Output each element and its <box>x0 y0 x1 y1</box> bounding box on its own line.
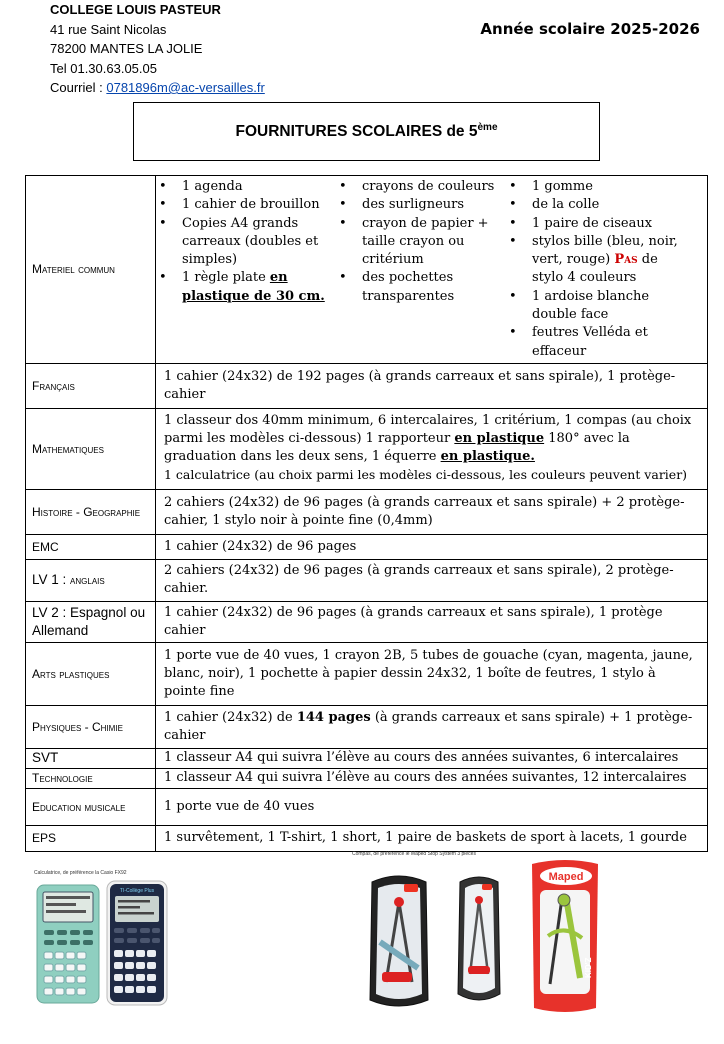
subject-common <box>26 176 156 364</box>
table-row <box>26 768 708 788</box>
subject-label: LV 1 : <box>32 572 71 588</box>
bold-text: en plastique. <box>440 449 535 465</box>
text: (à grands carreaux et sans spirale) + 1 protège-cahier <box>164 709 693 743</box>
subject-label: Histoire - Geographie <box>32 504 141 519</box>
subject-svt <box>26 748 156 768</box>
table-row <box>26 601 708 642</box>
subject-lv1 <box>26 559 156 601</box>
ti-calculator-image <box>106 880 168 1006</box>
subject-label: SVT <box>32 750 59 766</box>
subject-arts <box>26 642 156 705</box>
supplies-cell: 2 cahiers (24x32) de 96 pages (à grands carreaux et sans spirale) + 2 protège-cahier, 1 stylo noir à pointe fine (0,4mm) <box>156 489 708 534</box>
list-item: • 1 paire de ciseaux <box>506 215 691 233</box>
table-row <box>26 642 708 705</box>
title-box <box>133 102 600 161</box>
text: 1 cahier (24x32) de <box>164 709 297 725</box>
subject-lv2 <box>26 601 156 642</box>
subject-maths <box>26 408 156 489</box>
supplies-cell <box>156 705 708 748</box>
bold-text: 144 pages <box>296 709 371 725</box>
list-item: • 1 ardoise blanche double face <box>506 288 691 325</box>
common-items <box>156 176 708 364</box>
ti-brand: TI-Collège Plus <box>119 888 155 894</box>
subject-label: Materiel commun <box>32 262 115 277</box>
table-row <box>26 489 708 534</box>
text: 180° avec la graduation dans les deux sens, 1 équerre <box>164 431 630 465</box>
table-row <box>26 534 708 559</box>
table-row <box>26 176 708 364</box>
bold-text: en plastique <box>454 431 545 447</box>
subject-label: Français <box>32 378 75 393</box>
email-line <box>50 78 265 98</box>
supplies-cell: 1 classeur A4 qui suivra l’élève au cours des années suivantes, 6 intercalaires <box>156 748 708 768</box>
supplies-cell: 1 porte vue de 40 vues, 1 crayon 2B, 5 tubes de gouache (cyan, magenta, jaune, blanc, noir), 1 pochette à papier dessin 24x32, 1 boîte de feutres, 1 stylo à pointe fine <box>156 642 708 705</box>
compass-case-image-2 <box>454 874 504 1004</box>
red-text: Pas <box>614 252 638 268</box>
text: stylos bille (bleu, noir, vert, rouge) <box>532 233 678 268</box>
kidz-label: KID'Z <box>584 957 593 978</box>
table-row <box>26 559 708 601</box>
supplies-cell: 1 cahier (24x32) de 192 pages (à grands carreaux et sans spirale), 1 protège-cahier <box>156 363 708 408</box>
supplies-cell: 1 survêtement, 1 T-shirt, 1 short, 1 paire de baskets de sport à lacets, 1 gourde <box>156 825 708 851</box>
list-item: • 1 cahier de brouillon <box>156 196 336 214</box>
subject-histoire-geo <box>26 489 156 534</box>
table-row <box>26 705 708 748</box>
subject-label: Technologie <box>32 771 93 786</box>
subject-label: Mathematiques <box>32 441 104 456</box>
address-line-2: 78200 MANTES LA JOLIE <box>50 41 203 56</box>
supplies-cell: 1 porte vue de 40 vues <box>156 788 708 825</box>
compass-caption: Compas, de préférence le Maped Stop System 3 pièces <box>352 851 476 857</box>
supplies-cell: 1 cahier (24x32) de 96 pages <box>156 534 708 559</box>
table-row <box>26 363 708 408</box>
phone: Tel 01.30.63.05.05 <box>50 60 157 76</box>
list-item: • crayon de papier + taille crayon ou critérium <box>336 215 506 270</box>
bold-text: en plastique de 30 cm. <box>182 270 325 304</box>
list-item: • Copies A4 grands carreaux (doubles et simples) <box>156 215 336 270</box>
text: 1 règle plate <box>182 270 270 286</box>
email-link[interactable]: 0781896m@ac-versailles.fr <box>106 80 265 95</box>
calculator-caption: Calculatrice, de préférence la Casio FX92 <box>34 870 127 876</box>
subject-eps <box>26 825 156 851</box>
supplies-table <box>25 175 708 852</box>
subject-physique <box>26 705 156 748</box>
list-item <box>156 269 336 306</box>
title-text: FOURNITURES SCOLAIRES de 5 <box>235 123 478 141</box>
text: de stylo 4 couleurs <box>532 252 658 286</box>
list-item: • 1 gomme <box>506 178 691 196</box>
school-year: Année scolaire 2025-2026 <box>480 20 700 38</box>
subject-francais <box>26 363 156 408</box>
subject-label-2: anglais <box>70 573 105 588</box>
subject-label: Physiques - Chimie <box>32 719 123 734</box>
table-row <box>26 788 708 825</box>
common-col-2 <box>336 178 506 361</box>
common-col-1 <box>156 178 336 361</box>
table-row <box>26 748 708 768</box>
subject-techno <box>26 768 156 788</box>
maped-logo: Maped <box>548 871 584 883</box>
subject-label: EPS <box>32 831 57 846</box>
subject-emc <box>26 534 156 559</box>
list-item <box>506 233 691 288</box>
email-label: Courriel : <box>50 80 107 95</box>
list-item: • crayons de couleurs <box>336 178 506 196</box>
subject-label: Arts plastiques <box>32 666 110 681</box>
supplies-cell <box>156 408 708 489</box>
supplies-cell: 2 cahiers (24x32) de 96 pages (à grands carreaux et sans spirale), 2 protège-cahier. <box>156 559 708 601</box>
supplies-cell: 1 cahier (24x32) de 96 pages (à grands carreaux et sans spirale), 1 protège cahier <box>156 601 708 642</box>
school-header <box>50 0 265 98</box>
list-item: • des pochettes transparentes <box>336 269 506 306</box>
title-sup: ème <box>477 121 498 133</box>
subject-label: EMC <box>32 539 59 554</box>
list-item: • de la colle <box>506 196 691 214</box>
maped-kidz-compass-image <box>528 858 602 1014</box>
list-item: • 1 agenda <box>156 178 336 196</box>
table-row <box>26 825 708 851</box>
address-line-1: 41 rue Saint Nicolas <box>50 21 167 37</box>
supplies-cell: 1 classeur A4 qui suivra l’élève au cours des années suivantes, 12 intercalaires <box>156 768 708 788</box>
table-row <box>26 408 708 489</box>
text: 1 calculatrice (au choix parmi les modèles ci-dessous, les couleurs peuvent varier) <box>164 467 688 483</box>
school-name: COLLEGE LOUIS PASTEUR <box>50 2 221 17</box>
subject-musique <box>26 788 156 825</box>
list-item: • feutres Velléda et effaceur <box>506 324 691 361</box>
text: 1 classeur dos 40mm minimum, 6 intercalaires, 1 critérium, 1 compas (au choix parmi les modèles ci-dessous) 1 rapporteur <box>164 413 692 447</box>
compass-case-image-1 <box>366 872 432 1012</box>
casio-calculator-image <box>36 884 100 1004</box>
list-item: • des surligneurs <box>336 196 506 214</box>
common-col-3 <box>506 178 691 361</box>
page-title <box>235 122 497 141</box>
subject-label: Education musicale <box>32 799 126 814</box>
subject-label: LV 2 : Espagnol ou Allemand <box>32 604 146 638</box>
